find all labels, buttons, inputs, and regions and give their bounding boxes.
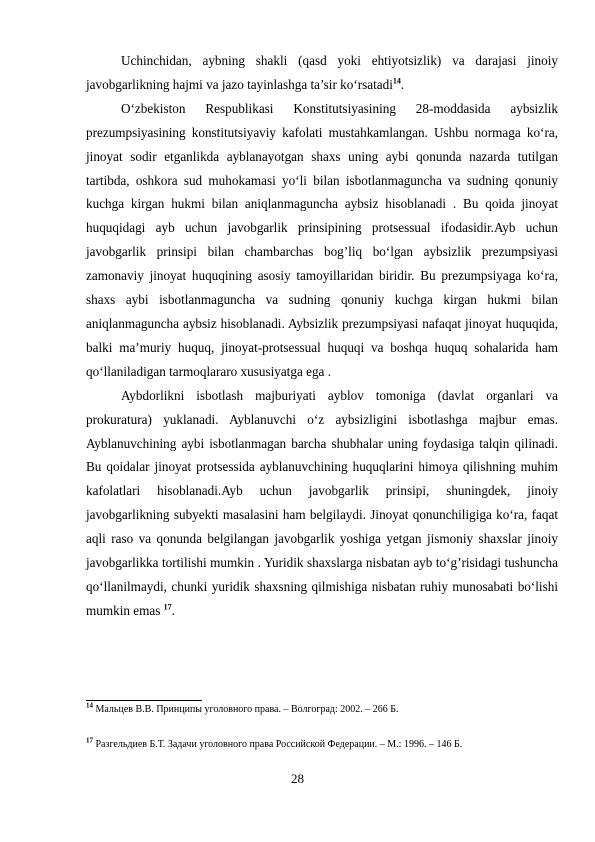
body-text <box>86 49 558 623</box>
footnote-14 <box>86 703 558 716</box>
footnote-17 <box>86 738 558 751</box>
paragraph-3 <box>86 384 558 623</box>
paragraph-1 <box>86 49 558 97</box>
paragraph-text: Uchinchidan, aybning shakli (qasd yoki ehtiyotsizlik) va darajasi jinoiy javobgarlikning hajmi va jazo tayinlashga ta’sir ko‘rsatadi <box>86 53 558 92</box>
paragraph-2 <box>86 97 558 384</box>
footnote-mark: 14 <box>86 701 93 710</box>
footnote-text: Разгельдиев Б.Т. Задачи уголовного права Российской Федерации. – М.: 1996. – 146 Б. <box>93 739 463 750</box>
paragraph-end: . <box>400 76 405 92</box>
page-number: 28 <box>291 771 304 786</box>
footnote-text: Мальцев В.В. Принципы уголовного права. – Волгоград: 2002. – 266 Б. <box>93 704 399 715</box>
footnote-ref-17: 17 <box>163 602 172 612</box>
paragraph-end: . <box>171 602 175 618</box>
paragraph-text: O‘zbekiston Respublikasi Konstitutsiyasining 28-moddasida aybsizlik prezumpsiyasining konstitutsiyaviy kafolati mustahkamlangan. Ushbu normaga ko‘ra, jinoyat sodir etganlikda ayblanayotgan shaxs uning aybi qonunda nazarda tutilgan tartibda, oshkora sud muhokamasi yo‘li bilan isbotlanmaguncha va sudning qonuniy kuchga kirgan hukmi bilan aniqlanmaguncha aybsiz hisoblanadi . Bu qoida jinoyat huquqidagi ayb uchun javobgarlik prinsipining protsessual ifodasidir.Ayb uchun javobgarlik prinsipi bilan chambarchas bog’liq bo‘lgan aybsizlik prezumpsiyasi zamonaviy jinoyat huquqining asosiy tamoyillaridan biridir. Bu prezumpsiyaga ko‘ra, shaxs aybi isbotlanmaguncha va sudning qonuniy kuchga kirgan hukmi bilan aniqlanmaguncha aybsiz hisoblanadi. Aybsizlik prezumpsiyasi nafaqat jinoyat huquqida, balki ma’muriy huquq, jinoyat-protsessual huquqi va boshqa huquq sohalarida ham qo‘llaniladigan tarmoqlararo xususiyatga ega . <box>86 100 558 379</box>
paragraph-text: Aybdorlikni isbotlash majburiyati ayblov tomoniga (davlat organlari va prokuratura) yuklanadi. Ayblanuvchi o‘z aybsizligini isbotlashga majbur emas. Ayblanuvchining aybi isbotlanmagan barcha shubhalar uning foydasiga talqin qilinadi. Bu qoidalar jinoyat protsessida ayblanuvchining huquqlarini himoya qilishning muhim kafolatlari hisoblanadi.Ayb uchun javobgarlik prinsipi, shuningdek, jinoiy javobgarlikning subyekti masalasini ham belgilaydi. Jinoyat qonunchiligiga ko‘ra, faqat aqli raso va qonunda belgilangan javobgarlik yoshiga yetgan jismoniy shaxslar jinoiy javobgarlikka tortilishi mumkin . Yuridik shaxslarga nisbatan ayb to‘g’risidagi tushuncha qo‘llanilmaydi, chunki yuridik shaxsning qilmishiga nisbatan ruhiy munosabati bo‘lishi mumkin emas <box>86 387 558 618</box>
footnote-ref-14: 14 <box>392 76 401 86</box>
footnote-separator <box>86 700 202 701</box>
footnote-mark: 17 <box>86 736 93 745</box>
